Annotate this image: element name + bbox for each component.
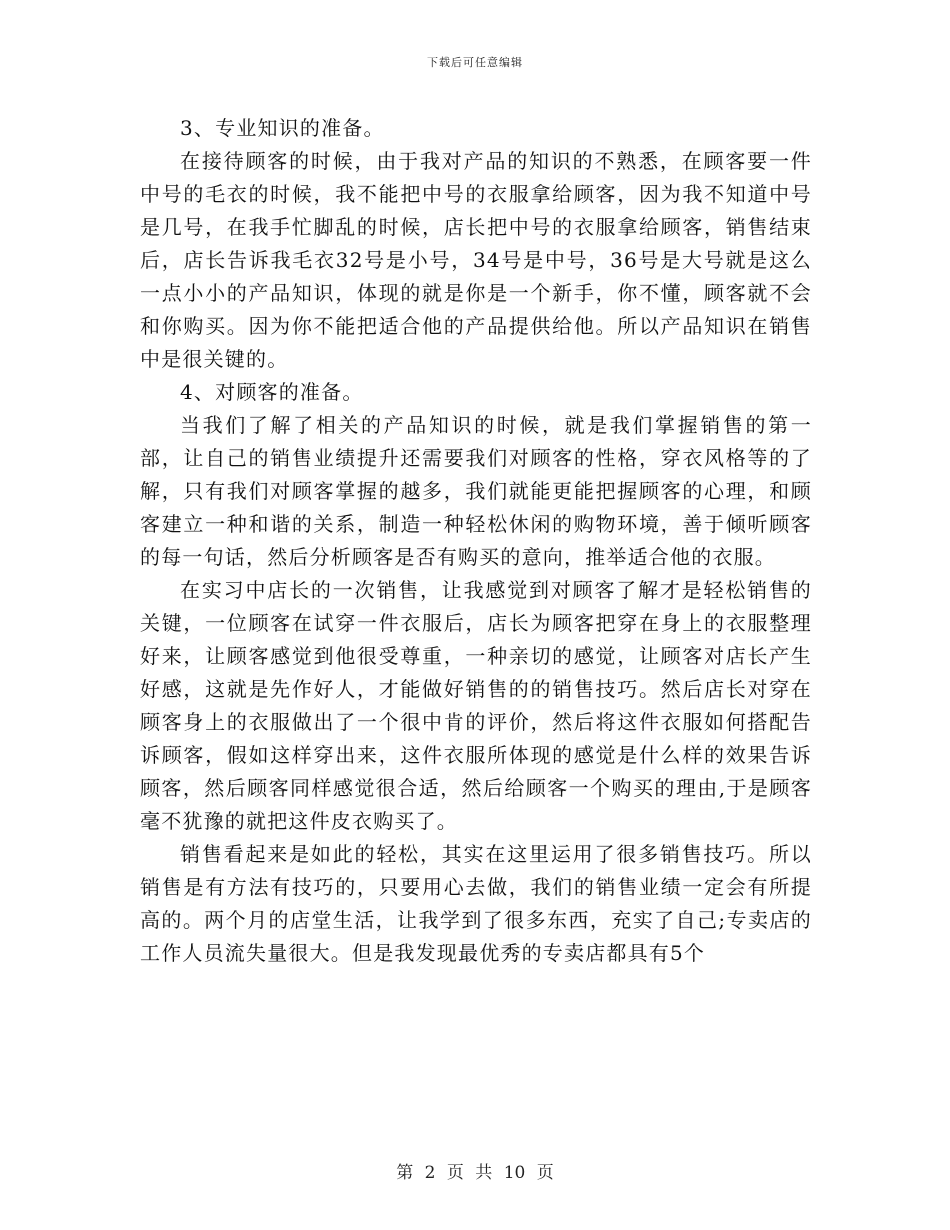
section-heading-customer-preparation: 4、对顾客的准备。 [180,380,364,404]
page-footer: 第 2 页 共 10 页 [396,1163,554,1183]
paragraph-sales-techniques: 销售看起来是如此的轻松，其实在这里运用了很多销售技巧。所以销售是有方法有技巧的，只要用心去做，我们的销售业绩一定会有所提高的。两个月的店堂生活，让我学到了很多东西，充实了自己;专卖店的工作人员流失量很大。但是我发现最优秀的专卖店都具有5个 [140,842,812,965]
document-body [140,112,812,970]
paragraph-product-knowledge: 在接待顾客的时候，由于我对产品的知识的不熟悉，在顾客要一件中号的毛衣的时候，我不能把中号的衣服拿给顾客，因为我不知道中号是几号，在我手忙脚乱的时候，店长把中号的衣服拿给顾客，销售结束后，店长告诉我毛衣32号是小号，34号是中号，36号是大号就是这么一点小小的产品知识，体现的就是你是一个新手，你不懂，顾客就不会和你购买。因为你不能把适合他的产品提供给他。所以产品知识在销售中是很关键的。 [140,149,812,371]
paragraph-customer-understanding: 当我们了解了相关的产品知识的时候，就是我们掌握销售的第一部，让自己的销售业绩提升还需要我们对顾客的性格，穿衣风格等的了解，只有我们对顾客掌握的越多，我们就能更能把握顾客的心理，和顾客建立一种和谐的关系，制造一种轻松休闲的购物环境，善于倾听顾客的每一句话，然后分析顾客是否有购买的意向，推举适合他的衣服。 [140,413,812,569]
paragraph-manager-sale-example: 在实习中店长的一次销售，让我感觉到对顾客了解才是轻松销售的关键，一位顾客在试穿一件衣服后，店长为顾客把穿在身上的衣服整理好来，让顾客感觉到他很受尊重，一种亲切的感觉，让顾客对店长产生好感，这就是先作好人，才能做好销售的的销售技巧。然后店长对穿在顾客身上的衣服做出了一个很中肯的评价，然后将这件衣服如何搭配告诉顾客，假如这样穿出来，这件衣服所体现的感觉是什么样的效果告诉顾客，然后顾客同样感觉很合适，然后给顾客一个购买的理由,于是顾客毫不犹豫的就把这件皮衣购买了。 [140,578,812,833]
page-header: 下载后可任意编辑 [427,56,523,69]
section-heading-professional-knowledge: 3、专业知识的准备。 [180,116,385,140]
